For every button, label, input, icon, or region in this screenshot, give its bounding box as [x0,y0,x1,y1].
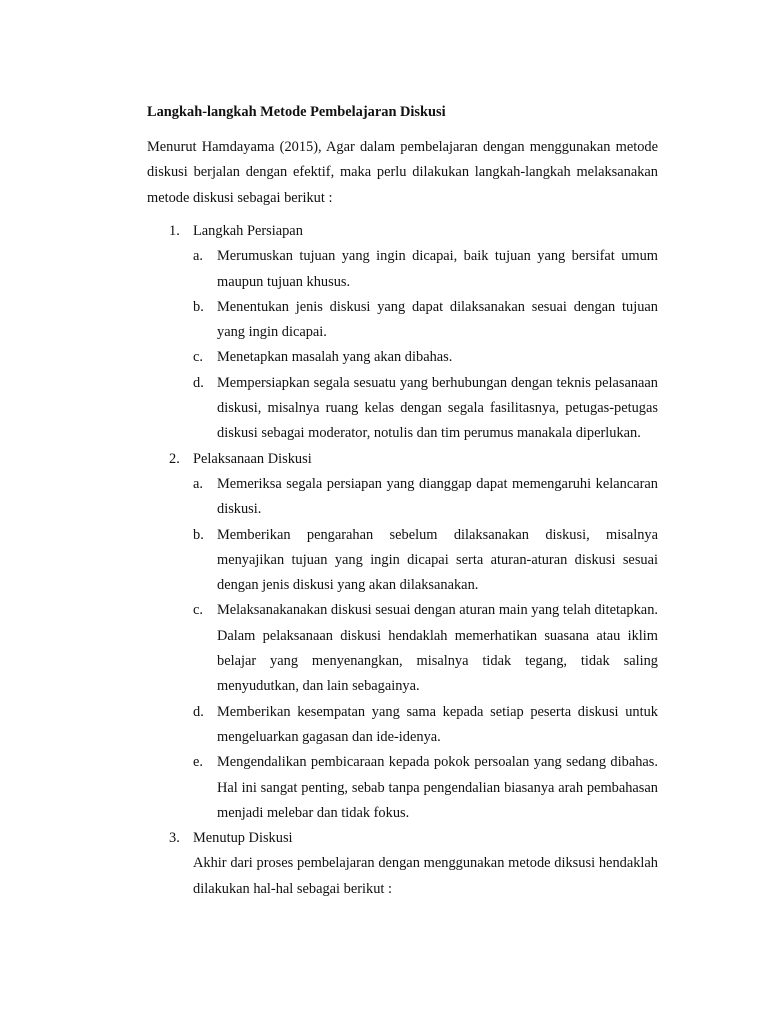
item-text: Merumuskan tujuan yang ingin dicapai, baik tujuan yang bersifat umum maupun tujuan khusus. [217,248,658,290]
item-text: Menetapkan masalah yang akan dibahas. [217,349,453,366]
list-item [193,345,658,370]
item-letter: a. [193,248,203,265]
item-letter: d. [193,703,204,720]
item-text: Melaksanakanakan diskusi sesuai dengan aturan main yang telah ditetapkan. Dalam pelaksanaan diskusi hendaklah memerhatikan suasana atau iklim belajar yang menyenangkan, misalnya tidak tegang, tidak saling menyudutkan, dan lain sebagainya. [217,602,658,695]
item-text: Mengendalikan pembicaraan kepada pokok persoalan yang sedang dibahas. Hal ini sangat penting, sebab tanpa pengendalian biasanya arah pembahasan menjadi melebar dan tidak fokus. [217,754,658,821]
item-text: Menentukan jenis diskusi yang dapat dilaksanakan sesuai dengan tujuan yang ingin dicapai. [217,298,658,341]
item-text: Mempersiapkan segala sesuatu yang berhubungan dengan teknis pelasanaan diskusi, misalnya ruang kelas dengan segala fasilitasnya, petugas-petugas diskusi sebagai moderator, notulis dan tim perumus manakala diperlukan. [217,374,658,442]
step-title: Menutup Diskusi [193,830,293,847]
sub-list [193,472,658,826]
item-letter: c. [193,602,203,619]
item-letter: e. [193,754,203,771]
step-title: Pelaksanaan Diskusi [193,450,312,467]
list-item [193,750,658,826]
step-preparation [147,219,658,447]
list-item [193,295,658,346]
closing-paragraph: Akhir dari proses pembelajaran dengan menggunakan metode diksusi hendaklah dilakukan hal-hal sebagai berikut : [193,855,658,897]
item-text: Memberikan pengarahan sebelum dilaksanakan diskusi, misalnya menyajikan tujuan yang ingin dicapai serta aturan-aturan diskusi sesuai dengan jenis diskusi yang akan dilaksanakan. [217,526,658,594]
item-letter: a. [193,475,203,492]
list-item [193,371,658,447]
item-letter: d. [193,374,204,391]
list-item [193,700,658,751]
step-number: 2. [169,450,180,467]
item-text: Memeriksa segala persiapan yang dianggap dapat memengaruhi kelancaran diskusi. [217,475,658,518]
item-text: Memberikan kesempatan yang sama kepada setiap peserta diskusi untuk mengeluarkan gagasan dan ide-idenya. [217,703,658,745]
step-number: 3. [169,830,180,847]
list-item [193,244,658,295]
intro-paragraph: Menurut Hamdayama (2015), Agar dalam pembelajaran dengan menggunakan metode diskusi berjalan dengan efektif, maka perlu dilakukan langkah-langkah melaksanakan metode diskusi sebagai berikut : [147,139,658,206]
list-item [193,472,658,523]
sub-list [193,244,658,446]
item-letter: c. [193,349,203,366]
item-letter: b. [193,298,204,315]
step-title: Langkah Persiapan [193,223,303,239]
steps-list [147,219,658,902]
list-item [193,523,658,599]
step-number: 1. [169,223,180,239]
item-letter: b. [193,526,204,543]
document-title: Langkah-langkah Metode Pembelajaran Diskusi [147,104,446,120]
step-closing [147,826,658,902]
list-item [193,598,658,699]
step-implementation [147,447,658,826]
